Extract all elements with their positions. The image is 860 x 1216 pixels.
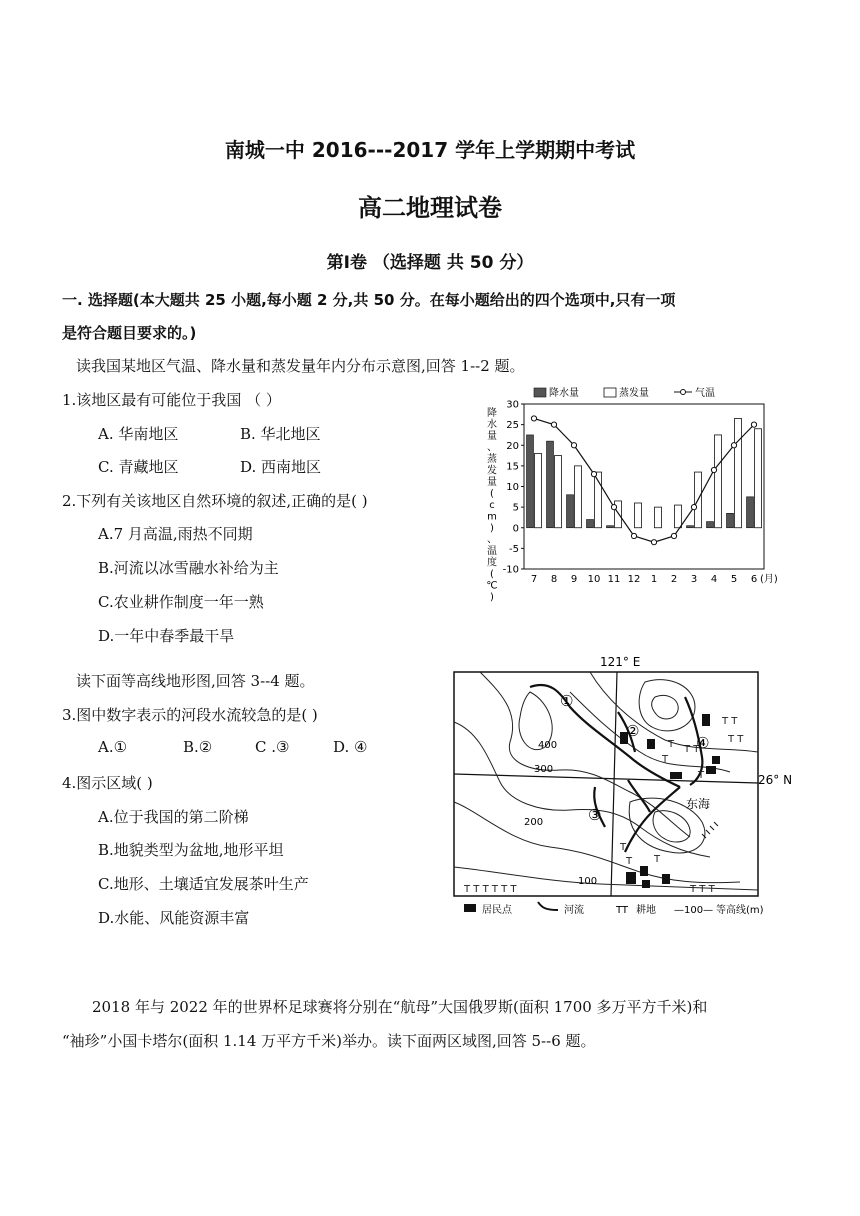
- q3-option-c: C .③: [255, 738, 290, 756]
- q4-stem: 4.图示区域( ): [62, 774, 153, 792]
- svg-text:T T T: T T T: [690, 884, 715, 895]
- group3-line2: “袖珍”小国卡塔尔(面积 1.14 万平方千米)举办。读下面两区域图,回答 5--6 题。: [62, 1032, 596, 1050]
- q2-option-c: C.农业耕作制度一年一熟: [98, 593, 264, 611]
- x-tick-label: 2: [670, 574, 678, 585]
- y-tick-label: 15: [506, 461, 519, 473]
- legend-marker-temperature: [681, 390, 686, 395]
- q3-option-b: B.②: [183, 738, 213, 756]
- y-tick-label: -10: [502, 564, 519, 576]
- svg-text:T: T: [654, 854, 661, 865]
- y-tick-label: 10: [506, 482, 519, 493]
- svg-text:—100—: —100—: [674, 905, 714, 916]
- bar-evaporation: [535, 454, 542, 528]
- q1-option-d: D. 西南地区: [240, 458, 322, 476]
- point-temperature: [691, 505, 696, 510]
- y-axis-label-char: c: [489, 500, 495, 511]
- contour-300: 300: [534, 764, 554, 775]
- contour-200: 200: [524, 817, 544, 828]
- q2-stem: 2.下列有关该地区自然环境的叙述,正确的是( ): [62, 492, 368, 510]
- y-axis-label-char: 量: [487, 431, 497, 442]
- x-tick-label: 12: [627, 574, 641, 585]
- point-temperature: [731, 443, 736, 448]
- y-axis-label-char: ℃: [486, 580, 498, 592]
- point-temperature: [591, 472, 596, 477]
- marker-1: ①: [560, 692, 574, 710]
- x-tick-label: 4: [710, 574, 718, 585]
- point-temperature: [531, 416, 536, 421]
- sea-label: 东海: [686, 797, 711, 811]
- group2-intro: 读下面等高线地形图,回答 3--4 题。: [76, 672, 315, 690]
- x-tick-label: 8: [550, 574, 558, 585]
- y-tick-label: 0: [512, 523, 519, 535]
- legend-label-temperature: 气温: [695, 388, 715, 399]
- bar-evaporation: [715, 435, 722, 528]
- q4-option-a: A.位于我国的第二阶梯: [98, 808, 249, 826]
- svg-text:T T: T T: [728, 734, 744, 745]
- x-tick-label: 5: [730, 574, 738, 585]
- y-tick-label: 5: [512, 502, 519, 514]
- bar-precipitation: [707, 522, 714, 528]
- bar-evaporation: [755, 429, 762, 528]
- q2-option-b: B.河流以冰雪融水补给为主: [98, 559, 279, 577]
- marker-4: ④: [696, 734, 710, 752]
- contour-400: 400: [538, 740, 558, 751]
- bar-precipitation: [607, 526, 614, 528]
- bar-precipitation: [547, 441, 554, 528]
- y-tick-label: 20: [506, 440, 519, 452]
- point-temperature: [751, 422, 756, 427]
- q3-option-d: D. ④: [333, 738, 368, 756]
- latitude-label: 26° N: [758, 773, 793, 787]
- point-temperature: [571, 443, 576, 448]
- point-temperature: [631, 533, 636, 538]
- q3-option-a: A.①: [98, 738, 128, 756]
- bar-precipitation: [727, 513, 734, 527]
- bar-evaporation: [635, 503, 642, 528]
- bar-evaporation: [655, 507, 662, 528]
- marker-3: ③: [588, 806, 602, 824]
- legend-label-evaporation: 蒸发量: [619, 388, 649, 399]
- q3-stem: 3.图中数字表示的河段水流较急的是( ): [62, 706, 318, 724]
- q1-option-a: A. 华南地区: [98, 425, 179, 443]
- y-axis-label-char: m: [487, 511, 497, 523]
- y-axis-label-char: 发: [487, 465, 497, 477]
- y-axis-label-char: 水: [487, 419, 497, 431]
- point-temperature: [611, 505, 616, 510]
- svg-text:T T: T T: [684, 744, 700, 755]
- contour-lines: [454, 672, 758, 890]
- point-temperature: [651, 540, 656, 545]
- y-axis-label-char: ): [490, 592, 494, 603]
- y-axis-label-char: 、: [487, 534, 497, 546]
- svg-text:耕地: 耕地: [636, 905, 656, 916]
- y-tick-label: 25: [506, 420, 519, 432]
- svg-text:居民点: 居民点: [482, 905, 512, 916]
- contour-map: [440, 652, 800, 920]
- svg-text:等高线(m): 等高线(m): [716, 905, 764, 916]
- climate-chart: [478, 384, 784, 603]
- bar-precipitation: [567, 495, 574, 528]
- bar-evaporation: [575, 466, 582, 528]
- point-temperature: [671, 533, 676, 538]
- q1-option-c: C. 青藏地区: [98, 458, 179, 476]
- legend-label-precipitation: 降水量: [549, 388, 579, 399]
- legend-swatch-evaporation: [604, 388, 616, 397]
- bar-evaporation: [675, 505, 682, 528]
- bar-precipitation: [687, 526, 694, 528]
- x-tick-label: 11: [607, 574, 621, 585]
- svg-text:T: T: [698, 770, 705, 781]
- bar-precipitation: [587, 520, 594, 528]
- q2-option-a: A.7 月高温,雨热不同期: [98, 525, 253, 543]
- bar-evaporation: [735, 418, 742, 527]
- map-frame: [454, 672, 758, 896]
- svg-text:T: T: [662, 754, 669, 765]
- svg-text:T: T: [668, 739, 675, 750]
- y-axis-label-char: 量: [487, 477, 497, 488]
- svg-text:T T: T T: [722, 716, 738, 727]
- longitude-label: 121° E: [600, 655, 641, 669]
- svg-text:T T T T T T: T T T T T T: [464, 884, 517, 895]
- school-title: 南城一中 2016---2017 学年上学期期中考试: [224, 138, 636, 162]
- y-tick-label: -5: [509, 543, 519, 555]
- y-axis-label-char: 降: [487, 408, 497, 419]
- y-axis-label-char: 度: [487, 557, 497, 569]
- point-temperature: [551, 422, 556, 427]
- bar-precipitation: [747, 497, 754, 528]
- q1-option-b: B. 华北地区: [240, 425, 321, 443]
- x-tick-label: 1: [650, 574, 658, 585]
- group3-line1: 2018 年与 2022 年的世界杯足球赛将分别在“航母”大国俄罗斯(面积 1700 多万平方千米)和: [92, 998, 708, 1016]
- bar-precipitation: [527, 435, 534, 528]
- map-legend: [464, 902, 764, 916]
- part-title: 第Ⅰ卷 （选择题 共 50 分）: [326, 253, 534, 273]
- group1-intro: 读我国某地区气温、降水量和蒸发量年内分布示意图,回答 1--2 题。: [76, 357, 525, 375]
- y-axis-label-char: 、: [487, 442, 497, 454]
- paper-title: 高二地理试卷: [358, 194, 502, 222]
- x-tick-label: 7: [530, 574, 538, 585]
- bar-evaporation: [555, 456, 562, 528]
- x-tick-label: 6: [750, 574, 758, 585]
- y-axis-label-char: ): [490, 523, 494, 534]
- x-unit-label: (月): [760, 574, 778, 585]
- svg-text:TT: TT: [616, 905, 629, 916]
- x-tick-label: 3: [690, 574, 698, 585]
- section-heading-line2: 是符合题目要求的。): [62, 324, 197, 342]
- point-temperature: [711, 467, 716, 472]
- svg-text:河流: 河流: [564, 905, 584, 916]
- q4-option-c: C.地形、土壤适宜发展茶叶生产: [98, 875, 309, 893]
- q1-stem: 1.该地区最有可能位于我国 （ ）: [62, 391, 281, 409]
- svg-text:T: T: [626, 856, 633, 867]
- y-axis-label-char: (: [490, 488, 494, 500]
- q2-option-d: D.一年中春季最干旱: [98, 627, 235, 645]
- y-axis-label-char: 温: [487, 546, 497, 557]
- contour-100: 100: [578, 876, 598, 887]
- y-axis-label-char: (: [490, 569, 494, 580]
- y-axis-label-char: 蒸: [487, 454, 497, 465]
- q4-option-d: D.水能、风能资源丰富: [98, 909, 250, 927]
- y-tick-label: 30: [506, 399, 519, 411]
- x-tick-label: 9: [570, 574, 578, 585]
- x-tick-label: 10: [587, 574, 601, 585]
- legend-swatch-precipitation: [534, 388, 546, 397]
- section-heading-line1: 一. 选择题(本大题共 25 小题,每小题 2 分,共 50 分。在每小题给出的四个选项中,只有一项: [62, 291, 676, 309]
- q4-option-b: B.地貌类型为盆地,地形平坦: [98, 841, 284, 859]
- svg-text:T: T: [620, 842, 627, 853]
- marker-2: ②: [626, 722, 640, 740]
